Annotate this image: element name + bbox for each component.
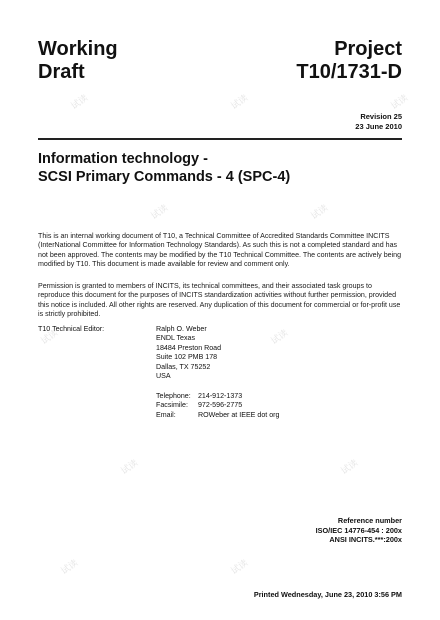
header-working: Working [38, 38, 118, 60]
email-row [156, 411, 279, 420]
watermark: 试读 [39, 327, 60, 347]
reference-label: Reference number [337, 516, 402, 525]
editor-address-line-1: 18484 Preston Road [156, 343, 222, 352]
revision-block [355, 112, 402, 132]
watermark: 试读 [119, 457, 140, 477]
email-value: ROWeber at IEEE dot org [197, 410, 280, 419]
title-line-1: Information technology - [38, 151, 208, 167]
email-label: Email: [156, 410, 176, 419]
editor-city: Dallas, TX 75252 [156, 362, 211, 371]
internal-document-notice: This is an internal working document of T10, a Technical Committee of Accredited Standards Committee INCITS (InterNational Committee for Information Technology Standards). As such this is not a completed standard and has not been approved. The contents may be modified by the T10 Technical Committee. The contents are actively being modified by T10. This document is made available for review and comment only. [38, 232, 402, 269]
header-draft: Draft [38, 61, 85, 83]
reference-block [316, 516, 402, 545]
facsimile-label: Facsimile: [156, 401, 188, 410]
revision-number: Revision 25 [360, 112, 402, 121]
watermark: 试读 [149, 202, 170, 222]
title-divider [38, 138, 402, 140]
telephone-row [156, 392, 279, 401]
telephone-label: Telephone: [156, 392, 191, 400]
facsimile-value: 972-596-2775 [197, 401, 243, 410]
telephone-value: 214-912-1373 [197, 392, 243, 400]
editor-name: Ralph O. Weber [156, 325, 207, 333]
permission-notice: Permission is granted to members of INCITS, its technical committees, and their associated task groups to reproduce this document for the purposes of INCITS standardization activities without further permission, provided this notice is included. All other rights are reserved. Any duplication of this document for commercial or for-profit use is strictly prohibited. [38, 282, 401, 319]
printed-date: Printed Wednesday, June 23, 2010 3:56 PM [253, 590, 402, 599]
watermark: 试读 [59, 557, 80, 577]
revision-date: 23 June 2010 [355, 122, 402, 131]
editor-label: T10 Technical Editor: [38, 325, 105, 333]
document-title [38, 150, 290, 186]
header-right [296, 38, 402, 84]
watermark: 试读 [269, 327, 290, 347]
watermark: 试读 [309, 202, 330, 222]
header-left [38, 38, 118, 84]
watermark: 试读 [229, 557, 250, 577]
editor-contact [156, 392, 279, 420]
editor-address [156, 325, 221, 381]
facsimile-row [156, 401, 279, 410]
watermark: 试读 [389, 92, 410, 112]
title-line-2: SCSI Primary Commands - 4 (SPC-4) [38, 169, 291, 185]
reference-ansi: ANSI INCITS.***:200x [329, 535, 402, 545]
header-project-id: T10/1731-D [296, 61, 402, 83]
editor-country: USA [156, 372, 171, 381]
watermark: 试读 [339, 457, 360, 477]
header-project: Project [334, 38, 402, 60]
watermark: 试读 [229, 92, 250, 112]
watermark: 试读 [69, 92, 90, 112]
reference-iso: ISO/IEC 14776-454 : 200x [315, 525, 402, 535]
editor-company: ENDL Texas [156, 334, 196, 343]
editor-address-line-2: Suite 102 PMB 178 [156, 353, 218, 362]
